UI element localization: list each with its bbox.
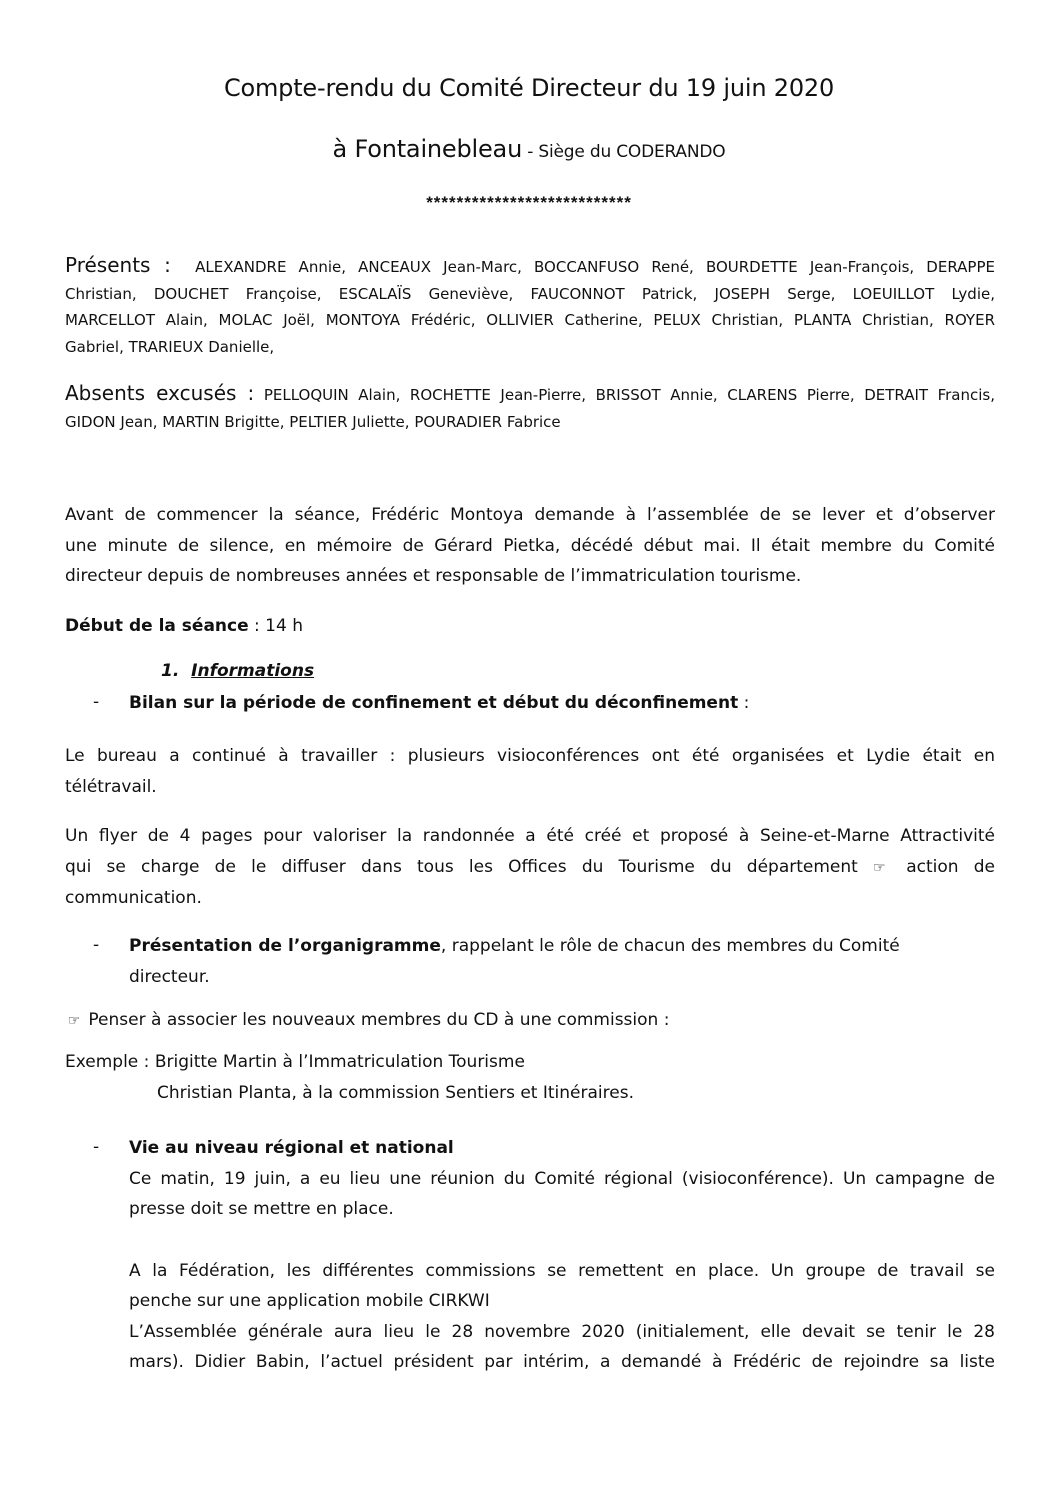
organigramme-text: , rappelant le rôle de chacun des membres du Comité <box>440 936 900 956</box>
vie-line: mars). Didier Babin, l’actuel président par intérim, a demandé à Frédéric de rejoindre sa liste <box>129 1352 995 1372</box>
intro-paragraph <box>65 500 995 592</box>
vie-item <box>129 1133 995 1378</box>
presents-line: MARCELLOT Alain, MOLAC Joël, MONTOYA Frédéric, OLLIVIER Catherine, PELUX Christian, PLANTA Christian, ROYER <box>65 311 995 329</box>
exemple-label: Exemple : <box>65 1052 150 1072</box>
bilan-title: Bilan sur la période de confinement et début du déconfinement <box>129 693 739 713</box>
exemple-line: Brigitte Martin à l’Immatriculation Tourisme <box>154 1052 525 1072</box>
document-title: Compte-rendu du Comité Directeur du 19 juin 2020 <box>223 74 835 102</box>
penser-text: Penser à associer les nouveaux membres du CD à une commission : <box>88 1010 670 1030</box>
intro-line: une minute de silence, en mémoire de Gérard Pietka, décédé début mai. Il était membre du Comité <box>65 535 995 556</box>
session-start-label: Début de la séance <box>65 616 249 636</box>
section-number: 1. <box>161 661 180 681</box>
intro-line: Avant de commencer la séance, Frédéric Montoya demande à l’assemblée de se lever et d’observer <box>65 505 995 525</box>
bilan-item <box>129 688 749 719</box>
vie-paragraph <box>129 1256 995 1378</box>
subtitle-venue: Siège du CODERANDO <box>538 142 726 162</box>
pointing-hand-icon: ☞ <box>67 1013 81 1029</box>
presents-line: Christian, DOUCHET Françoise, ESCALAÏS Geneviève, FAUCONNOT Patrick, JOSEPH Serge, LOEUILLOT Lydie, <box>65 284 995 303</box>
flyer-text: qui se charge de le diffuser dans tous les Offices du Tourisme du département <box>65 856 858 877</box>
vie-line: presse doit se mettre en place. <box>129 1199 394 1219</box>
exemple-line: Christian Planta, à la commission Sentiers et Itinéraires. <box>157 1082 634 1103</box>
flyer-line: communication. <box>65 888 202 908</box>
penser-note <box>65 1005 995 1037</box>
bureau-line: Le bureau a continué à travailler : plusieurs visioconférences ont été organisées et Lydie était en <box>65 746 995 766</box>
section-heading-informations <box>161 661 314 681</box>
list-dash: - <box>93 935 100 955</box>
vie-line: A la Fédération, les différentes commissions se remettent en place. Un groupe de travail se <box>129 1260 995 1281</box>
vie-title: Vie au niveau régional et national <box>129 1138 454 1158</box>
presents-list <box>65 252 995 360</box>
flyer-text: action de <box>906 856 996 877</box>
star-separator: *************************** <box>426 193 632 212</box>
flyer-line: Un flyer de 4 pages pour valoriser la randonnée a été créé et proposé à Seine-et-Marne Attractivité <box>65 826 995 846</box>
pointing-hand-icon: ☞ <box>873 859 886 876</box>
absents-list <box>65 380 995 435</box>
section-title: Informations <box>191 661 315 681</box>
organigramme-text: directeur. <box>129 966 210 987</box>
exemple-block <box>65 1047 995 1108</box>
presents-label: Présents : <box>65 253 171 277</box>
session-start <box>65 611 995 642</box>
vie-line: L’Assemblée générale aura lieu le 28 novembre 2020 (initialement, elle devait se tenir le 28 <box>129 1321 995 1342</box>
vie-line: Ce matin, 19 juin, a eu lieu une réunion du Comité régional (visioconférence). Un campagne de <box>129 1168 995 1189</box>
bilan-suffix: : <box>738 693 750 713</box>
subtitle-separator: - <box>522 142 539 162</box>
vie-paragraph <box>129 1164 995 1225</box>
bureau-paragraph <box>65 741 995 802</box>
organigramme-title: Présentation de l’organigramme <box>129 936 441 956</box>
intro-line: directeur depuis de nombreuses années et responsable de l’immatriculation tourisme. <box>65 566 802 586</box>
presents-line: Gabriel, TRARIEUX Danielle, <box>65 337 275 356</box>
document-subtitle <box>0 135 1058 163</box>
flyer-line <box>65 852 995 884</box>
bureau-line: télétravail. <box>65 776 157 797</box>
list-dash: - <box>93 1137 100 1157</box>
subtitle-location: à Fontainebleau <box>332 135 523 163</box>
absents-line: GIDON Jean, MARTIN Brigitte, PELTIER Juliette, POURADIER Fabrice <box>65 412 561 431</box>
presents-line: ALEXANDRE Annie, ANCEAUX Jean-Marc, BOCCANFUSO René, BOURDETTE Jean-François, DERAPPE <box>195 258 995 276</box>
absents-line: PELLOQUIN Alain, ROCHETTE Jean-Pierre, BRISSOT Annie, CLARENS Pierre, DETRAIT Francis, <box>263 386 996 404</box>
vie-line: penche sur une application mobile CIRKWI <box>129 1291 490 1311</box>
absents-label: Absents excusés : <box>65 381 255 405</box>
session-start-time: : 14 h <box>248 616 303 636</box>
flyer-paragraph <box>65 821 995 914</box>
list-dash: - <box>93 692 100 712</box>
organigramme-item <box>129 931 900 992</box>
